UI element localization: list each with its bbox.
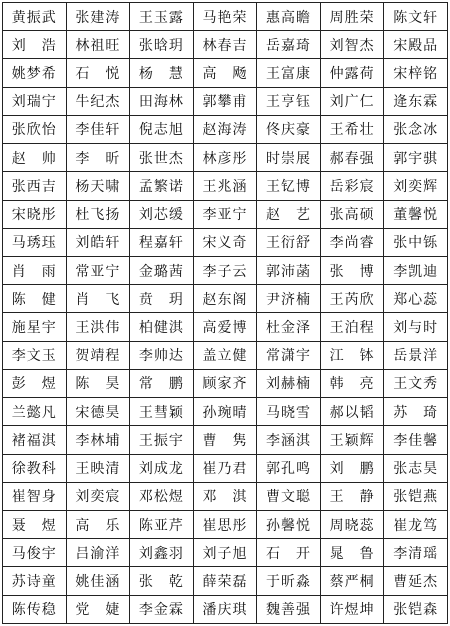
name-cell: 于昕淼 bbox=[257, 567, 321, 595]
name-cell: 彭 煜 bbox=[3, 369, 67, 397]
name-cell: 张念冰 bbox=[384, 115, 448, 143]
name-cell: 李金霖 bbox=[130, 595, 194, 623]
table-row bbox=[3, 313, 448, 341]
name-cell: 施星宇 bbox=[3, 313, 67, 341]
table-row bbox=[3, 369, 448, 397]
name-cell: 刘赫楠 bbox=[257, 369, 321, 397]
name-cell: 周晓蕊 bbox=[320, 510, 384, 538]
name-cell: 郭沛菡 bbox=[257, 256, 321, 284]
name-cell: 刘皓轩 bbox=[66, 228, 130, 256]
name-cell: 张建涛 bbox=[66, 3, 130, 31]
name-cell: 刘与时 bbox=[384, 313, 448, 341]
name-cell: 顾家齐 bbox=[193, 369, 257, 397]
name-cell: 张志昊 bbox=[384, 454, 448, 482]
name-cell: 晁 鲁 bbox=[320, 539, 384, 567]
name-cell: 王彗颖 bbox=[130, 398, 194, 426]
name-cell: 常 鹏 bbox=[130, 369, 194, 397]
table-row bbox=[3, 87, 448, 115]
name-cell: 许煜坤 bbox=[320, 595, 384, 623]
name-cell: 王玉露 bbox=[130, 3, 194, 31]
name-cell: 黄振武 bbox=[3, 3, 67, 31]
name-cell: 邓松煜 bbox=[130, 482, 194, 510]
name-cell: 王振宇 bbox=[130, 426, 194, 454]
table-row bbox=[3, 144, 448, 172]
name-cell: 贲 玥 bbox=[130, 285, 194, 313]
name-cell: 宋晓彤 bbox=[3, 200, 67, 228]
name-cell: 周胜荣 bbox=[320, 3, 384, 31]
name-cell: 岳景洋 bbox=[384, 341, 448, 369]
name-cell: 宋德昊 bbox=[66, 398, 130, 426]
name-cell: 林彦彤 bbox=[193, 144, 257, 172]
name-cell: 田海林 bbox=[130, 87, 194, 115]
table-row bbox=[3, 510, 448, 538]
name-cell: 张铠燕 bbox=[384, 482, 448, 510]
name-cell: 王亨钰 bbox=[257, 87, 321, 115]
name-cell: 常潇宇 bbox=[257, 341, 321, 369]
name-cell: 张 乾 bbox=[130, 567, 194, 595]
name-cell: 苏 琦 bbox=[384, 398, 448, 426]
name-cell: 陈传稳 bbox=[3, 595, 67, 623]
name-cell: 曹延杰 bbox=[384, 567, 448, 595]
name-cell: 张铠森 bbox=[384, 595, 448, 623]
name-cell: 王兆涵 bbox=[193, 172, 257, 200]
name-cell: 马艳荣 bbox=[193, 3, 257, 31]
table-row bbox=[3, 454, 448, 482]
name-cell: 郝以韬 bbox=[320, 398, 384, 426]
name-cell: 陈 健 bbox=[3, 285, 67, 313]
name-cell: 盖立健 bbox=[193, 341, 257, 369]
name-cell: 兰懿凡 bbox=[3, 398, 67, 426]
name-cell: 吕渝洋 bbox=[66, 539, 130, 567]
name-cell: 李尚睿 bbox=[320, 228, 384, 256]
name-cell: 李亚宁 bbox=[193, 200, 257, 228]
name-cell: 林祖旺 bbox=[66, 31, 130, 59]
name-cell: 杜金泽 bbox=[257, 313, 321, 341]
name-cell: 刘成龙 bbox=[130, 454, 194, 482]
name-cell: 曹文聪 bbox=[257, 482, 321, 510]
name-cell: 徐教科 bbox=[3, 454, 67, 482]
name-cell: 赵海涛 bbox=[193, 115, 257, 143]
table-row bbox=[3, 398, 448, 426]
name-cell: 王衍舒 bbox=[257, 228, 321, 256]
name-cell: 王文秀 bbox=[384, 369, 448, 397]
name-cell: 刘鑫羽 bbox=[130, 539, 194, 567]
name-cell: 王泊程 bbox=[320, 313, 384, 341]
name-cell: 程嘉轩 bbox=[130, 228, 194, 256]
name-cell: 刘奕宸 bbox=[66, 482, 130, 510]
name-cell: 马晓雪 bbox=[257, 398, 321, 426]
name-cell: 李凯迪 bbox=[384, 256, 448, 284]
name-cell: 尹济楠 bbox=[257, 285, 321, 313]
table-row bbox=[3, 31, 448, 59]
name-cell: 刘 浩 bbox=[3, 31, 67, 59]
name-cell: 崔思彤 bbox=[193, 510, 257, 538]
name-cell: 李文玉 bbox=[3, 341, 67, 369]
name-cell: 仲露荷 bbox=[320, 59, 384, 87]
name-cell: 刘子旭 bbox=[193, 539, 257, 567]
name-cell: 潘庆琪 bbox=[193, 595, 257, 623]
name-cell: 聂 煜 bbox=[3, 510, 67, 538]
name-cell: 张西吉 bbox=[3, 172, 67, 200]
table-row bbox=[3, 228, 448, 256]
name-cell: 郭宇骐 bbox=[384, 144, 448, 172]
name-cell: 刘瑞宁 bbox=[3, 87, 67, 115]
name-cell: 江 钵 bbox=[320, 341, 384, 369]
name-cell: 苏诗童 bbox=[3, 567, 67, 595]
name-cell: 郭孔鸣 bbox=[257, 454, 321, 482]
name-cell: 张晗玥 bbox=[130, 31, 194, 59]
name-cell: 时崇展 bbox=[257, 144, 321, 172]
name-cell: 赵东阁 bbox=[193, 285, 257, 313]
table-row bbox=[3, 256, 448, 284]
table-row bbox=[3, 59, 448, 87]
name-cell: 姚佳涵 bbox=[66, 567, 130, 595]
name-cell: 张欣怡 bbox=[3, 115, 67, 143]
name-cell: 马琇珏 bbox=[3, 228, 67, 256]
name-cell: 褚福淇 bbox=[3, 426, 67, 454]
name-cell: 李林埔 bbox=[66, 426, 130, 454]
name-cell: 肖 雨 bbox=[3, 256, 67, 284]
name-cell: 杨天啸 bbox=[66, 172, 130, 200]
name-cell: 宋义奇 bbox=[193, 228, 257, 256]
name-cell: 李清瑶 bbox=[384, 539, 448, 567]
name-cell: 刘 鹏 bbox=[320, 454, 384, 482]
name-cell: 杜飞扬 bbox=[66, 200, 130, 228]
name-cell: 曹 隽 bbox=[193, 426, 257, 454]
name-cell: 赵 帅 bbox=[3, 144, 67, 172]
name-cell: 李佳轩 bbox=[66, 115, 130, 143]
name-cell: 张中铄 bbox=[384, 228, 448, 256]
name-cell: 薛荣磊 bbox=[193, 567, 257, 595]
name-cell: 邓 淇 bbox=[193, 482, 257, 510]
name-cell: 柏健淇 bbox=[130, 313, 194, 341]
table-row bbox=[3, 341, 448, 369]
name-cell: 杨 慧 bbox=[130, 59, 194, 87]
name-cell: 陈亚芹 bbox=[130, 510, 194, 538]
name-cell: 岳彩宸 bbox=[320, 172, 384, 200]
name-cell: 崔龙笃 bbox=[384, 510, 448, 538]
name-cell: 刘奕辉 bbox=[384, 172, 448, 200]
name-cell: 岳嘉琦 bbox=[257, 31, 321, 59]
name-cell: 郑心蕊 bbox=[384, 285, 448, 313]
name-cell: 王希壮 bbox=[320, 115, 384, 143]
name-cell: 王颖辉 bbox=[320, 426, 384, 454]
name-cell: 张世杰 bbox=[130, 144, 194, 172]
name-cell: 肖 飞 bbox=[66, 285, 130, 313]
table-row bbox=[3, 595, 448, 623]
name-cell: 魏善强 bbox=[257, 595, 321, 623]
name-cell: 倪志旭 bbox=[130, 115, 194, 143]
name-table bbox=[2, 2, 448, 624]
name-cell: 党 婕 bbox=[66, 595, 130, 623]
name-cell: 高 乐 bbox=[66, 510, 130, 538]
name-cell: 佟庆豪 bbox=[257, 115, 321, 143]
table-row bbox=[3, 567, 448, 595]
name-cell: 崔乃君 bbox=[193, 454, 257, 482]
name-cell: 王映清 bbox=[66, 454, 130, 482]
table-row bbox=[3, 482, 448, 510]
name-cell: 宋梓铭 bbox=[384, 59, 448, 87]
name-cell: 赵 艺 bbox=[257, 200, 321, 228]
name-cell: 石 开 bbox=[257, 539, 321, 567]
name-cell: 王 静 bbox=[320, 482, 384, 510]
table-row bbox=[3, 200, 448, 228]
name-cell: 王钇博 bbox=[257, 172, 321, 200]
name-cell: 刘广仁 bbox=[320, 87, 384, 115]
name-cell: 郝春强 bbox=[320, 144, 384, 172]
name-table-body bbox=[3, 3, 448, 624]
name-cell: 蔡严桐 bbox=[320, 567, 384, 595]
name-cell: 常亚宁 bbox=[66, 256, 130, 284]
name-cell: 刘芯缓 bbox=[130, 200, 194, 228]
name-cell: 李子云 bbox=[193, 256, 257, 284]
table-row bbox=[3, 285, 448, 313]
name-cell: 刘智杰 bbox=[320, 31, 384, 59]
name-cell: 孟繁诺 bbox=[130, 172, 194, 200]
name-cell: 高爱博 bbox=[193, 313, 257, 341]
name-cell: 崔智身 bbox=[3, 482, 67, 510]
name-cell: 马俊宇 bbox=[3, 539, 67, 567]
name-cell: 陈文轩 bbox=[384, 3, 448, 31]
name-cell: 王芮欣 bbox=[320, 285, 384, 313]
table-row bbox=[3, 426, 448, 454]
name-cell: 李涵淇 bbox=[257, 426, 321, 454]
name-cell: 董馨悦 bbox=[384, 200, 448, 228]
name-cell: 李 昕 bbox=[66, 144, 130, 172]
name-cell: 李佳馨 bbox=[384, 426, 448, 454]
name-cell: 石 悦 bbox=[66, 59, 130, 87]
name-cell: 金璐茜 bbox=[130, 256, 194, 284]
name-cell: 王洪伟 bbox=[66, 313, 130, 341]
name-cell: 张高硕 bbox=[320, 200, 384, 228]
name-cell: 孙馨悦 bbox=[257, 510, 321, 538]
name-cell: 逄东霖 bbox=[384, 87, 448, 115]
name-cell: 宋殿品 bbox=[384, 31, 448, 59]
name-cell: 郭攀甫 bbox=[193, 87, 257, 115]
table-row bbox=[3, 539, 448, 567]
name-cell: 惠高瞻 bbox=[257, 3, 321, 31]
name-cell: 孙琬晴 bbox=[193, 398, 257, 426]
name-cell: 张 博 bbox=[320, 256, 384, 284]
table-row bbox=[3, 3, 448, 31]
name-cell: 贺靖程 bbox=[66, 341, 130, 369]
name-cell: 李帅达 bbox=[130, 341, 194, 369]
table-row bbox=[3, 172, 448, 200]
name-cell: 姚梦希 bbox=[3, 59, 67, 87]
name-cell: 高 飏 bbox=[193, 59, 257, 87]
name-cell: 王富康 bbox=[257, 59, 321, 87]
name-cell: 陈 昊 bbox=[66, 369, 130, 397]
name-cell: 韩 亮 bbox=[320, 369, 384, 397]
name-cell: 牛纪杰 bbox=[66, 87, 130, 115]
name-cell: 林春吉 bbox=[193, 31, 257, 59]
table-row bbox=[3, 115, 448, 143]
